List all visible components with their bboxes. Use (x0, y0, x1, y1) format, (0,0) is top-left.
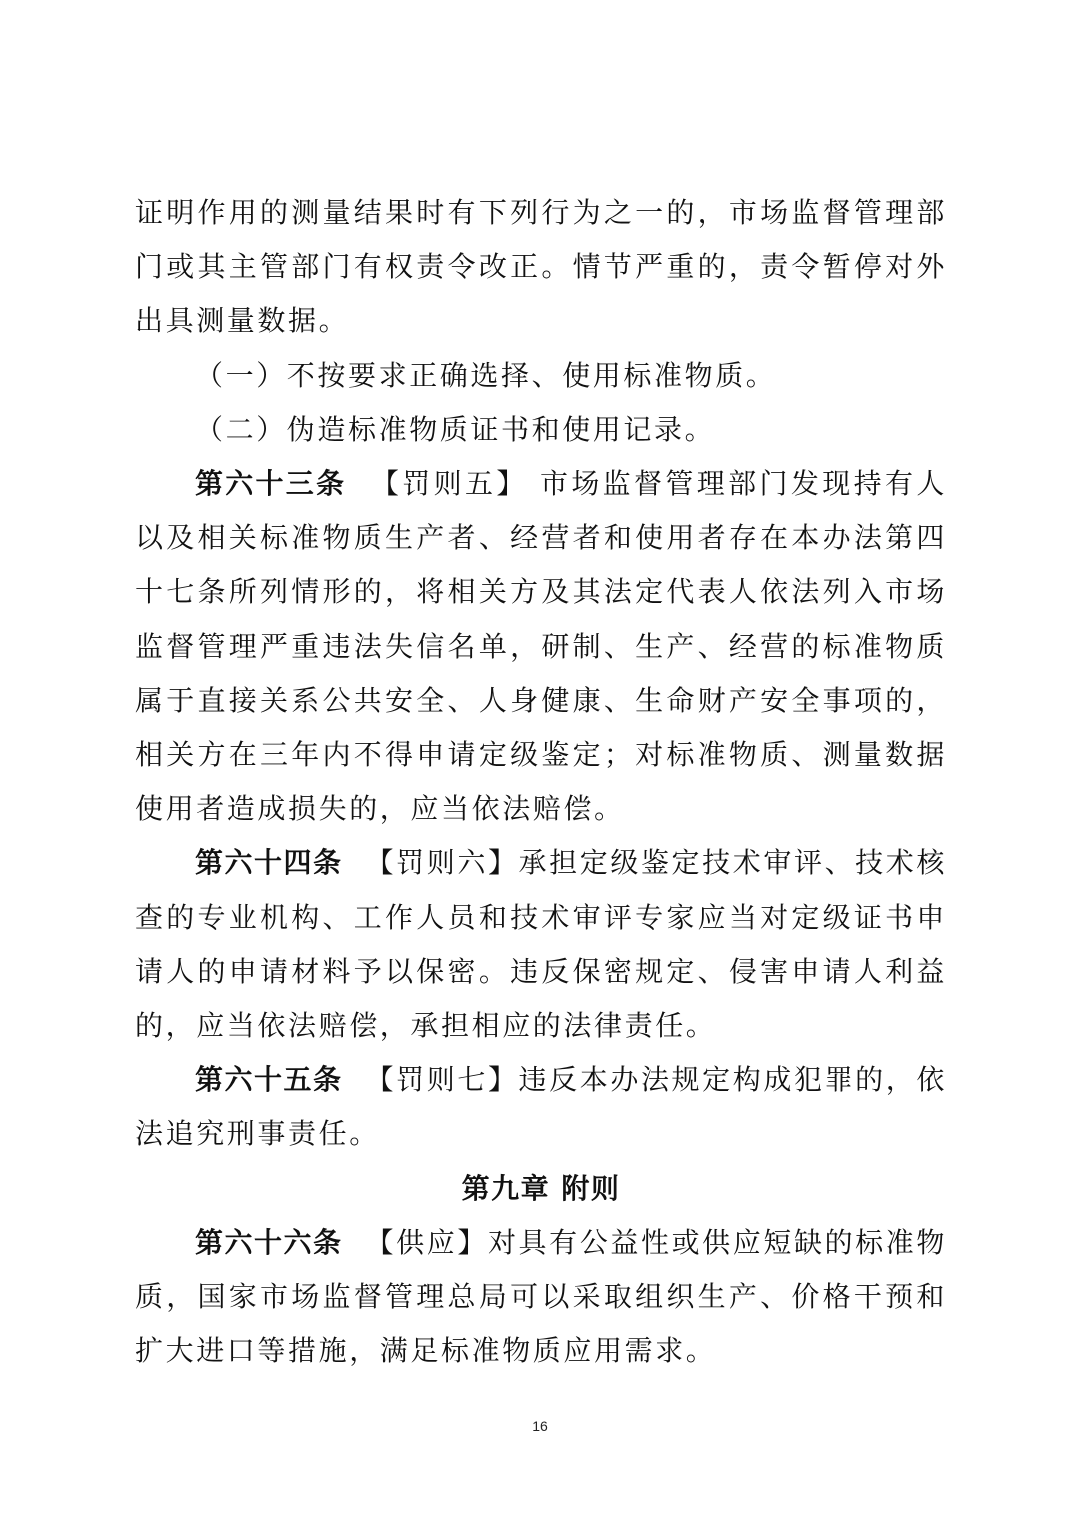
article-65-number: 第六十五条 (195, 1063, 343, 1097)
article-64 (135, 836, 947, 1053)
article-65-tag: 【罚则七】 (365, 1063, 519, 1097)
article-64-body: 承担定级鉴定技术审评、技术核查的专业机构、工作人员和技术审评专家应当对定级证书申请人的申请材料予以保密。违反保密规定、侵害申请人利益的，应当依法赔偿，承担相应的法律责任。 (135, 846, 947, 1043)
list-item-1: （一）不按要求正确选择、使用标准物质。 (195, 358, 777, 392)
page-number: 16 (532, 1418, 548, 1434)
article-66 (135, 1216, 947, 1379)
article-65-body: 违反本办法规定构成犯罪的，依法追究刑事责任。 (135, 1063, 947, 1151)
article-65 (135, 1053, 947, 1161)
document-body (135, 186, 947, 1378)
article-66-body: 对具有公益性或供应短缺的标准物质，国家市场监督管理总局可以采取组织生产、价格干预和扩大进口等措施，满足标准物质应用需求。 (135, 1225, 947, 1368)
article-63-tag: 【罚则五】 (370, 467, 528, 501)
article-66-number: 第六十六条 (195, 1225, 343, 1259)
article-64-tag: 【罚则六】 (365, 846, 519, 880)
article-63 (135, 457, 947, 836)
article-66-tag: 【供应】 (365, 1225, 488, 1259)
paragraph-continuation: 证明作用的测量结果时有下列行为之一的，市场监督管理部门或其主管部门有权责令改正。情节严重的，责令暂停对外出具测量数据。 (135, 196, 947, 338)
article-63-number: 第六十三条 (195, 467, 347, 501)
article-63-body: 市场监督管理部门发现持有人以及相关标准物质生产者、经营者和使用者存在本办法第四十七条所列情形的，将相关方及其法定代表人依法列入市场监督管理严重违法失信名单，研制、生产、经营的标准物质属于直接关系公共安全、人身健康、生命财产安全事项的，相关方在三年内不得申请定级鉴定；对标准物质、测量数据使用者造成损失的，应当依法赔偿。 (135, 467, 947, 826)
chapter-title: 第九章 附则 (461, 1171, 621, 1205)
article-64-number: 第六十四条 (195, 846, 343, 880)
list-item-2: （二）伪造标准物质证书和使用记录。 (195, 412, 716, 446)
